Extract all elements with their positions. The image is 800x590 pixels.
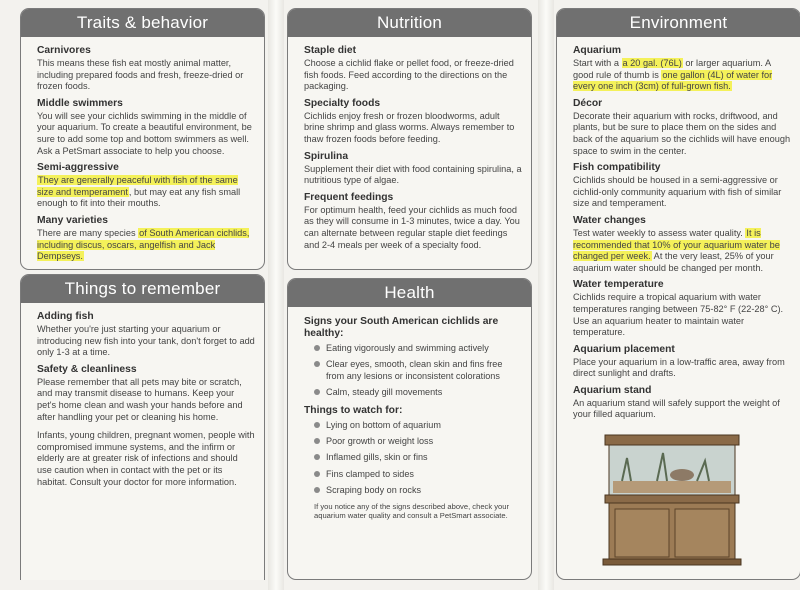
healthy-list <box>304 343 522 399</box>
highlighted-text: a 20 gal. (76L) <box>622 58 682 68</box>
section-heading: Décor <box>573 97 603 109</box>
watch-list <box>304 420 522 497</box>
list-item-text: Fins clamped to sides <box>326 468 414 479</box>
section-text <box>573 58 791 93</box>
section-text <box>573 228 791 274</box>
list-item <box>314 387 522 398</box>
section-text: Cichlids require a tropical aquarium with water temperatures ranging between 75-82° F (22-28° C). Use an aquarium heater to maintain water temperature. <box>573 292 784 338</box>
remember-box <box>20 274 265 580</box>
section-text-pre: There are many species <box>37 227 139 238</box>
list-item-text: Clear eyes, smooth, clean skin and fins free from any lesions or inconsistent colorations <box>326 359 503 381</box>
list-item-text: Inflamed gills, skin or fins <box>326 452 428 463</box>
section-text: Whether you're just starting your aquarium or introducing new fish into your tank, don't forget to add only 1-3 at a time. <box>37 324 255 358</box>
section-text: For optimum health, feed your cichlids as much food as they will consume in 1-3 minutes, twice a day. You can alternate between regular staple diet feedings and 2-4 meals per week of a specialty food. <box>304 204 520 250</box>
section-text: Please remember that all pets may bite or scratch, and may transmit disease to humans. Keep your pet's home clean and wash your hands before and after handling your pet or cleaning his home. <box>37 376 243 422</box>
list-item <box>314 485 522 496</box>
section-text: Supplement their diet with food containing spirulina, a nutritious type of algae. <box>304 163 522 186</box>
section-text: Cichlids enjoy fresh or frozen bloodworms, adult brine shrimp and glass worms. Always remember to thaw frozen foods before feeding. <box>304 110 515 144</box>
bullet-icon <box>314 438 320 444</box>
section-heading: Spirulina <box>304 150 349 162</box>
highlighted-text: It is recommended that 10% of your aquarium water be changed per week. <box>573 227 780 262</box>
traits-title: Traits & behavior <box>21 9 264 37</box>
list-item <box>314 469 522 480</box>
bullet-icon <box>314 422 320 428</box>
section-heading: Aquarium stand <box>573 384 652 396</box>
section-text: Decorate their aquarium with rocks, driftwood, and plants, but be sure to place them on the sides and back of the aquarium so the cichlids will have enough space to swim in the center. <box>573 110 791 156</box>
section-heading: Staple diet <box>304 45 357 56</box>
nutrition-title: Nutrition <box>288 9 531 37</box>
fold-shadow <box>538 0 554 590</box>
highlighted-text: of South American cichlids, including discus, oscars, angelfish and Jack Dempseys. <box>37 227 250 262</box>
section-heading: Water changes <box>573 214 646 226</box>
section-text-rest: , but may eat any fish small enough to fit into their mouths. <box>37 186 241 209</box>
list-item-text: Eating vigorously and swimming actively <box>326 343 489 353</box>
section-text <box>37 228 255 263</box>
bullet-icon <box>314 454 320 460</box>
list-item <box>314 343 522 354</box>
aquarium-stand-image <box>597 433 747 568</box>
list-item-text: Poor growth or weight loss <box>326 436 434 447</box>
fold-shadow <box>268 0 284 590</box>
section-heading: Adding fish <box>37 311 94 322</box>
section-heading: Fish compatibility <box>573 162 661 174</box>
panel-right <box>556 0 800 590</box>
section-heading: Safety & cleanliness <box>37 363 137 375</box>
section-text: Infants, young children, pregnant women, people with compromised immune systems, and the infirm or elderly are at greater risk of infections and should use caution when in contact with the pet or its habitat. Consult your doctor for more information. <box>37 430 255 487</box>
section-heading: Semi-aggressive <box>37 162 119 174</box>
highlighted-text: one gallon (4L) of water for every one inch (3cm) of full-grown fish. <box>573 69 773 92</box>
section-heading: Middle swimmers <box>37 97 123 109</box>
environment-box <box>556 8 800 580</box>
environment-title: Environment <box>557 9 800 37</box>
list-item-text: Calm, steady gill movements <box>326 387 443 398</box>
section-text-rest: At the very least, 25% of your aquarium water should be changed per month. <box>573 251 774 273</box>
list-item-text: Lying on bottom of aquarium <box>326 419 441 430</box>
health-box <box>287 278 532 580</box>
section-heading: Water temperature <box>573 279 664 291</box>
list-item <box>314 359 522 382</box>
section-text <box>37 175 255 210</box>
section-heading: Frequent feedings <box>304 191 394 203</box>
section-text: Cichlids should be housed in a semi-aggressive or cichlid-only community aquarium with fish of similar size and temperament. <box>573 175 782 209</box>
section-text: You will see your cichlids swimming in the middle of your aquarium. To create a beautiful environment, be sure to add some top and bottom swimmers as well. Ask a PetSmart associate to help you choose. <box>37 110 252 156</box>
bullet-icon <box>314 487 320 493</box>
highlighted-text: They are generally peaceful with fish of the same size and temperament <box>37 175 238 197</box>
list-item-text: Scraping body on rocks <box>326 485 422 496</box>
section-text: An aquarium stand will safely support the weight of your filled aquarium. <box>573 397 780 420</box>
section-text-mid: or larger aquarium. A good rule of thumb is <box>573 58 771 80</box>
watch-heading: Things to watch for: <box>304 404 403 416</box>
section-heading: Aquarium <box>573 45 622 56</box>
panel-left <box>20 0 265 590</box>
section-heading: Carnivores <box>37 45 91 56</box>
remember-title: Things to remember <box>21 275 264 303</box>
bullet-icon <box>314 389 320 395</box>
section-text: This means these fish eat mostly animal matter, including prepared foods and fresh, freeze-dried or frozen foods. <box>37 58 244 92</box>
section-heading: Many varieties <box>37 214 108 226</box>
nutrition-box <box>287 8 532 270</box>
bullet-icon <box>314 345 320 351</box>
section-heading: Aquarium placement <box>573 343 675 355</box>
section-text-pre: Start with a <box>573 58 622 68</box>
bullet-icon <box>314 361 320 367</box>
health-note: If you notice any of the signs described above, check your aquarium water quality and consult a PetSmart associate. <box>314 501 510 520</box>
traits-box <box>20 8 265 270</box>
list-item <box>314 436 522 447</box>
section-text: Place your aquarium in a low-traffic area, away from direct sunlight and drafts. <box>573 356 785 379</box>
section-heading: Specialty foods <box>304 97 381 109</box>
health-title: Health <box>288 279 531 307</box>
list-item <box>314 420 522 431</box>
healthy-heading: Signs your South American cichlids are healthy: <box>304 316 499 339</box>
bullet-icon <box>314 471 320 477</box>
section-text: Choose a cichlid flake or pellet food, or freeze-dried fish foods. Feed according to the directions on the packaging. <box>304 58 514 92</box>
panel-middle <box>287 0 532 590</box>
section-text-pre: Test water weekly to assess water quality. <box>573 227 746 238</box>
list-item <box>314 452 522 463</box>
